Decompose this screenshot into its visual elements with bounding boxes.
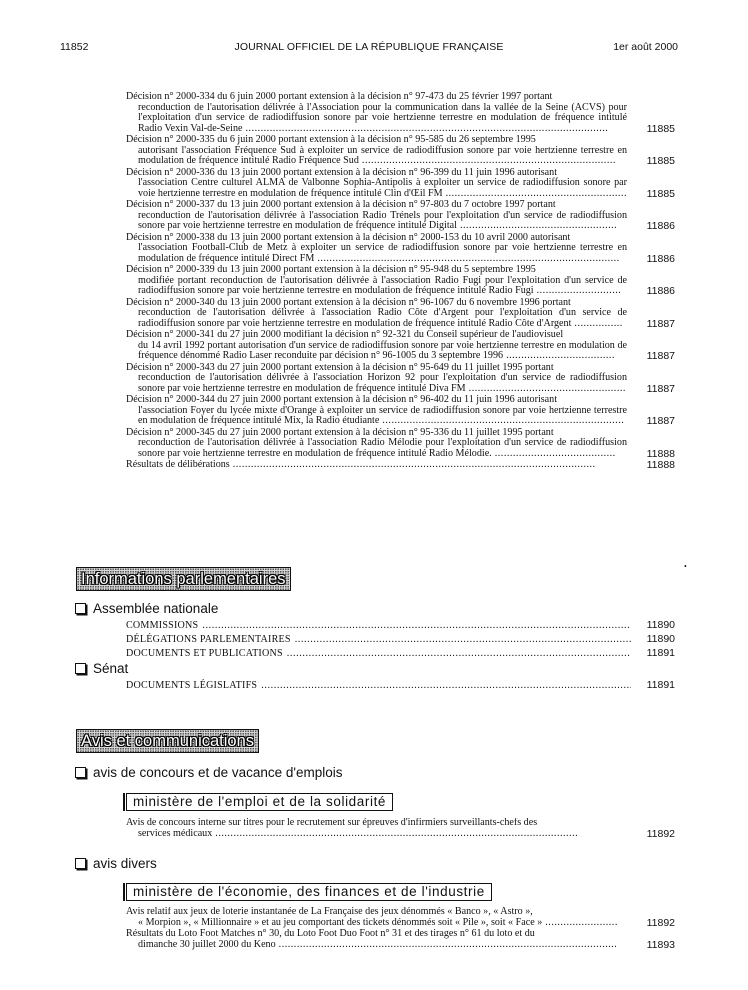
entry-text-cont: services médicaux ........................................................................................................................: [138, 827, 579, 839]
entry-page: 11886: [646, 252, 675, 265]
toc-entry[interactable]: [126, 617, 675, 631]
concours-heading: [75, 765, 342, 780]
dot-leader: [291, 634, 631, 645]
toc-entry[interactable]: [126, 818, 675, 839]
toc-entry[interactable]: [126, 265, 675, 297]
entry-page: 11887: [646, 415, 675, 427]
toc-entry[interactable]: [126, 330, 675, 362]
checkbox-square-icon: [75, 603, 86, 614]
checkbox-square-icon: [75, 767, 86, 778]
toc-entry[interactable]: [126, 631, 675, 645]
entry-text-cont: l'association Foyer du lycée mixte d'Orange à exploiter un service de radiodiffusion sonore par voie hertzienne terrestre en modulation de fréquence intitulé Mix, la Radio étudiante ................................................................................: [138, 404, 627, 426]
entry-page: 11887: [646, 382, 675, 395]
divers-heading: [75, 856, 157, 871]
entry-text-cont: reconduction de l'autorisation délivrée à l'Association pour la communication dans la vallée de la Seine (ACVS) pour l'exploitation d'un service de radiodiffusion sonore par voie hertzienne terrestre en modulation de fréquence intitulé Radio Vexin Val-de-Seine ........................................................................................................................: [138, 101, 627, 134]
entry-text: Décision n° 2000-334 du 6 juin 2000 portant extension à la décision n° 97-473 du 25 février 1997 portant: [126, 92, 553, 102]
entry-text: Décision n° 2000-341 du 27 juin 2000 modifiant la décision n° 92-321 du Conseil supérieur de l'audiovisuel: [126, 330, 564, 340]
entry-page: 11886: [646, 285, 675, 297]
entry-label: COMMISSIONS: [126, 620, 199, 631]
entry-text-cont: autorisant l'association Fréquence Sud à exploiter un service de radiodiffusion sonore par voie hertzienne terrestre en modulation de fréquence intitulé Radio Fréquence Sud ....................................................................................: [138, 144, 627, 166]
concours-title: avis de concours et de vacance d'emplois: [93, 765, 343, 780]
stray-mark: •: [684, 562, 687, 571]
entry-text-cont: modifiée portant reconduction de l'autorisation délivrée à l'association Radio Fugi pour l'exploitation d'un service de radiodiffusion sonore par voie hertzienne terrestre en modulation de fréquence intitulé Radio Fugi ............................: [138, 274, 627, 296]
assemblee-title: Assemblée nationale: [93, 601, 219, 616]
entry-page: 11887: [646, 350, 675, 362]
assemblee-list: [126, 617, 675, 659]
entry-text: Décision n° 2000-336 du 13 juin 2000 portant extension à la décision n° 96-399 du 11 juin 1996 autorisant: [126, 167, 558, 178]
entry-text: Décision n° 2000-335 du 6 juin 2000 portant extension à la décision n° 95-585 du 26 septembre 1995: [126, 135, 536, 145]
toc-entry[interactable]: [126, 92, 675, 134]
page-number: 11852: [60, 41, 89, 53]
divers-title: avis divers: [93, 856, 157, 871]
entry-text-cont: du 14 avril 1992 portant autorisation d'un service de radiodiffusion sonore par voie hertzienne terrestre en modulation de fréquence dénommé Radio Laser reconduite par décision n° 96-1005 du 3 septembre 1996 ....................................: [138, 339, 627, 361]
entry-page: 11888: [646, 459, 675, 471]
entry-label: DOCUMENTS LÉGISLATIFS: [126, 680, 258, 691]
entry-page: 11888: [646, 447, 675, 460]
toc-entry[interactable]: [126, 233, 675, 265]
entry-page: 11893: [646, 938, 675, 951]
informations-banner: Informations parlementaires: [76, 567, 291, 591]
entry-text-cont: reconduction de l'autorisation délivrée à l'association Radio Mélodie pour l'exploitation d'un service de radiodiffusion sonore par voie hertzienne terrestre en modulation de fréquence intitulé Radio Mélodie. ........................................: [138, 437, 627, 459]
entry-text: Décision n° 2000-339 du 13 juin 2000 portant extension à la décision n° 95-948 du 5 septembre 1995: [126, 265, 536, 275]
divers-list: [126, 907, 675, 951]
entry-text: Décision n° 2000-345 du 27 juin 2000 portant extension à la décision n° 95-336 du 11 juillet 1995 portant: [126, 427, 554, 438]
entry-page: 11892: [646, 916, 675, 929]
senat-list: [126, 677, 675, 691]
dot-leader: [257, 680, 631, 691]
toc-entry[interactable]: [126, 677, 675, 691]
toc-entry[interactable]: [126, 168, 675, 200]
entry-text: Décision n° 2000-337 du 13 juin 2000 portant extension à la décision n° 97-803 du 7 octobre 1997 portant: [126, 200, 556, 210]
entry-text: Avis relatif aux jeux de loterie instantanée de La Française des jeux dénommés « Banco », « Astro »,: [126, 907, 533, 917]
entry-page: 11886: [646, 220, 675, 232]
toc-entry[interactable]: [126, 200, 675, 232]
entry-text: Décision n° 2000-340 du 13 juin 2000 portant extension à la décision n° 96-1067 du 6 novembre 1996 portant: [126, 297, 571, 308]
toc-entry[interactable]: [126, 428, 675, 460]
toc-entry[interactable]: [126, 135, 675, 167]
entry-text: Résultats de délibérations ........................................................................................................................: [126, 460, 596, 470]
entry-text: Décision n° 2000-338 du 13 juin 2000 portant extension à la décision n° 2000-153 du 10 avril 2000 autorisant: [126, 232, 571, 243]
concours-list: [126, 818, 675, 840]
entry-page: 11892: [646, 827, 675, 840]
entry-text-cont: « Morpion », « Millionnaire » et au jeu comportant des tickets dénommés soit « Pile », soit « Face » ........................: [138, 916, 618, 928]
entry-text: Avis de concours interne sur titres pour le recrutement sur épreuves d'infirmiers surveillants-chefs des: [126, 818, 538, 828]
dot-leader: [198, 620, 631, 631]
issue-date: 1er août 2000: [613, 41, 678, 53]
toc-entry[interactable]: [126, 298, 675, 330]
entry-text-cont: reconduction de l'autorisation délivrée à l'association Horizon 92 pour l'exploitation d'un service de radiodiffusion sonore par voie hertzienne terrestre en modulation de fréquence intitulé Diva FM ....................................................: [138, 372, 627, 394]
entry-page: 11891: [646, 679, 675, 691]
toc-entry[interactable]: [126, 645, 675, 659]
ministry-heading: ministère de l'économie, des finances et de l'industrie: [126, 883, 492, 901]
entry-text: Décision n° 2000-343 du 27 juin 2000 portant extension à la décision n° 95-649 du 11 juillet 1995 portant: [126, 362, 554, 373]
avis-banner: Avis et communications: [76, 729, 259, 753]
entry-text-cont: reconduction de l'autorisation délivrée à l'association Radio Trénels pour l'exploitation d'un service de radiodiffusion sonore par voie hertzienne terrestre en modulation de fréquence intitulé Digital ....................................................: [138, 209, 627, 231]
dot-leader: [283, 648, 631, 659]
checkbox-square-icon: [75, 663, 86, 674]
journal-title: JOURNAL OFFICIEL DE LA RÉPUBLIQUE FRANÇAISE: [234, 41, 504, 53]
entry-page: 11885: [646, 122, 675, 135]
toc-entry[interactable]: [126, 929, 675, 950]
entry-page: 11885: [646, 155, 675, 167]
decisions-list: [126, 92, 675, 472]
entry-text: Décision n° 2000-344 du 27 juin 2000 portant extension à la décision n° 96-402 du 11 juin 1996 autorisant: [126, 395, 558, 405]
toc-entry[interactable]: [126, 395, 675, 427]
entry-page: 11891: [646, 647, 675, 659]
entry-page: 11890: [646, 633, 675, 645]
entry-page: 11885: [646, 187, 675, 200]
senat-heading: [75, 661, 128, 676]
entry-page: 11890: [646, 619, 675, 631]
toc-entry[interactable]: [126, 907, 675, 928]
entry-text-cont: reconduction de l'autorisation délivrée à l'association Radio Côte d'Argent pour l'exploitation d'un service de radiodiffusion sonore par voie hertzienne terrestre en modulation de fréquence intitulé Radio Côte d'Argent ................: [138, 307, 627, 329]
entry-text: Résultats du Loto Foot Matches n° 30, du Loto Foot Duo Foot n° 31 et des tirages n° 61 du loto et du: [126, 929, 535, 939]
entry-label: DÉLÉGATIONS PARLEMENTAIRES: [126, 634, 291, 645]
ministry-heading: ministère de l'emploi et de la solidarité: [126, 793, 393, 811]
assemblee-heading: [75, 601, 218, 616]
toc-entry[interactable]: [126, 363, 675, 395]
entry-page: 11887: [646, 317, 675, 330]
entry-text-cont: dimanche 30 juillet 2000 du Keno ................................................................................................................: [138, 938, 618, 950]
senat-title: Sénat: [93, 661, 129, 676]
toc-entry[interactable]: [126, 460, 675, 471]
entry-label: DOCUMENTS ET PUBLICATIONS: [126, 648, 283, 659]
page-header: [60, 41, 678, 55]
entry-text-cont: l'association Football-Club de Metz à exploiter un service de radiodiffusion sonore par voie hertzienne terrestre en modulation de fréquence intitulé Direct FM ....................................................................................................: [138, 242, 627, 264]
entry-text-cont: l'association Centre culturel ALMA de Valbonne Sophia-Antipolis à exploiter un service de radiodiffusion sonore par voie hertzienne terrestre en modulation de fréquence intitulé Clin d'Œil FM ............................................................: [138, 177, 627, 199]
checkbox-square-icon: [75, 858, 86, 869]
